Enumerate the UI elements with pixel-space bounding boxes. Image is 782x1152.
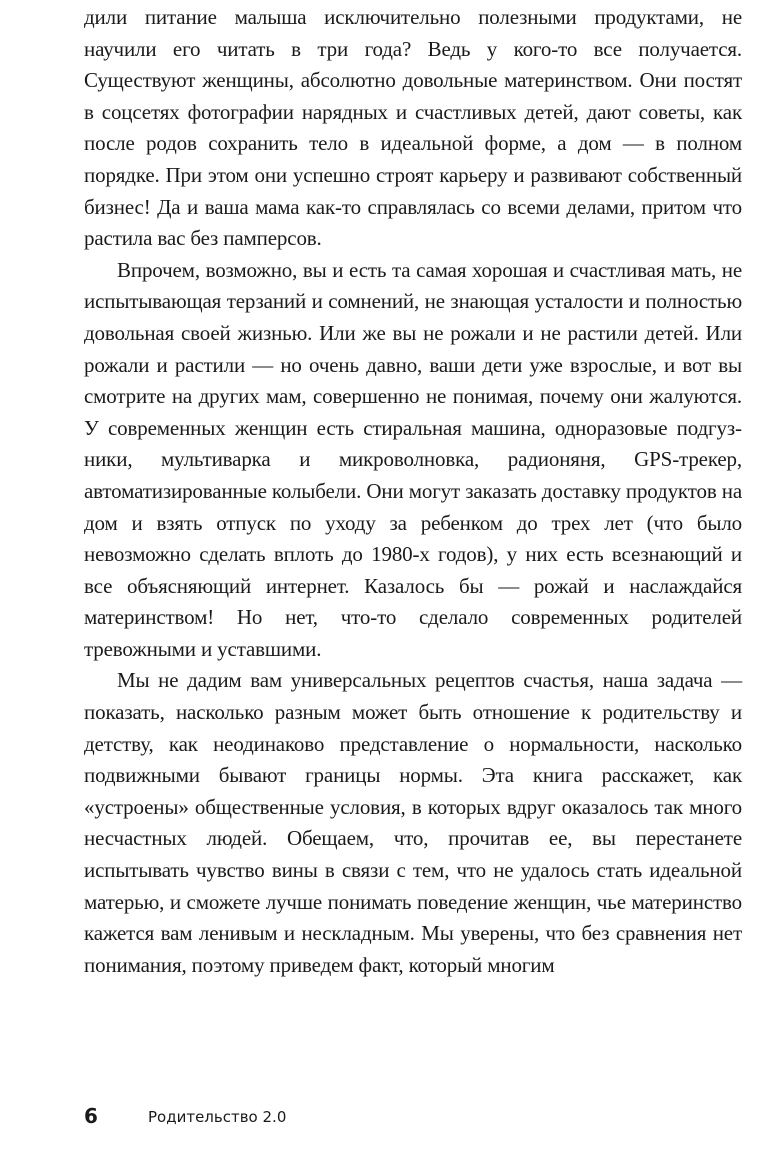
page-number: 6 bbox=[84, 1104, 98, 1128]
paragraph-2: Впрочем, возможно, вы и есть та самая хорошая и счастливая мать, не испытывающая терзаний и сомнений, не знающая усталости и полностью довольная своей жизнью. Или же вы не рожали и не растили детей. Или рожали и растили — но очень давно, ваши дети уже взрослые, и вот вы смотрите на других мам, совершенно не понимая, почему они жалуются. У современных женщин есть стиральная машина, одноразовые подгузники, мультиварка и микроволновка, радионяня, GPS-трекер, автоматизированные колыбели. Они могут заказать доставку продуктов на дом и взять отпуск по уходу за ребенком до трех лет (что было невозможно сделать вплоть до 1980-х годов), у них есть всезнающий и все объясняющий интернет. Казалось бы — рожай и наслаждайся материнством! Но нет, что-то сделало современных родителей тревожными и уставшими. bbox=[84, 257, 742, 661]
body-text bbox=[84, 2, 742, 981]
paragraph-3: Мы не дадим вам универсальных рецептов счастья, наша задача — показать, насколько разным может быть отношение к родительству и детству, как неодинаково представление о нормальности, насколько подвижными бывают границы нормы. Эта книга расскажет, как «устроены» общественные условия, в которых вдруг оказалось так много несчастных людей. Обещаем, что, прочитав ее, вы перестанете испытывать чувство вины в связи с тем, что не удалось стать идеальной матерью, и сможете лучше понимать поведение женщин, чье материнство кажется вам ленивым и нескладным. Мы уверены, что без сравнения нет понимания, поэтому приведем факт, который многим bbox=[84, 668, 742, 977]
running-title: Родительство 2.0 bbox=[148, 1108, 287, 1126]
paragraph-1: дили питание малыша исключительно полезными продуктами, не научили его читать в три года? Ведь у кого-то все получается. Существуют женщины, абсолютно довольные материнством. Они постят в соцсетях фотографии нарядных и счастливых детей, дают советы, как после родов сохранить тело в идеальной форме, а дом — в полном порядке. При этом они успешно строят карьеру и развивают собственный бизнес! Да и ваша мама как-то справлялась со всеми делами, притом что растила вас без памперсов. bbox=[84, 5, 742, 251]
